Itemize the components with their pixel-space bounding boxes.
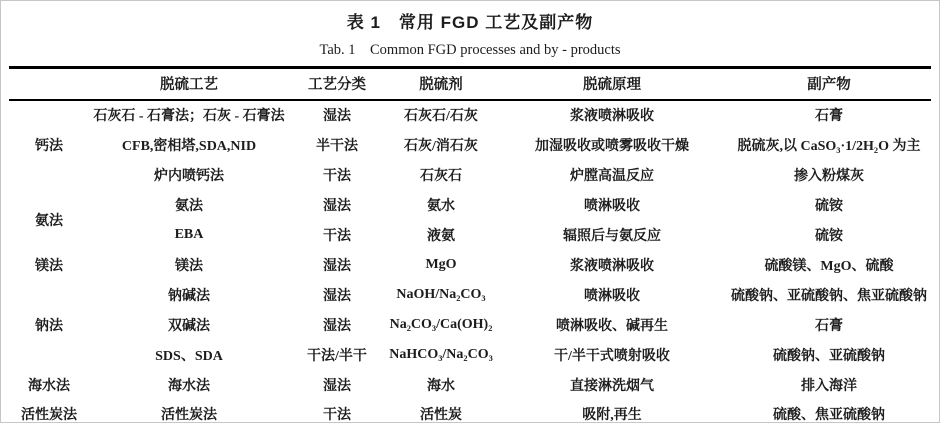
table-row — [9, 370, 931, 400]
table-row — [9, 130, 931, 160]
table-body — [9, 100, 931, 423]
table-row — [9, 280, 931, 310]
process-cell: SDS、SDA — [155, 348, 223, 364]
table-row — [9, 310, 931, 340]
principle-cell: 加湿吸收或喷雾吸收干燥 — [535, 138, 689, 154]
table-header — [9, 68, 931, 100]
category-cell: 海水法 — [28, 378, 70, 394]
agent-cell: 液氨 — [427, 228, 455, 244]
category-cell: 活性炭法 — [21, 407, 77, 423]
byproduct-cell: 硫铵 — [815, 198, 843, 214]
header-row — [9, 68, 931, 100]
category-cell: 氨法 — [35, 213, 63, 229]
process-cell: 双碱法 — [168, 318, 210, 334]
principle-cell: 浆液喷淋吸收 — [570, 258, 654, 274]
agent-cell: 活性炭 — [420, 407, 462, 423]
byproduct-cell: 掺入粉煤灰 — [794, 168, 864, 184]
agent-cell: 氨水 — [427, 198, 455, 214]
byproduct-cell: 脱硫灰,以 CaSO₃·1/2H₂O 为主 — [737, 138, 921, 154]
byproduct-cell: 硫酸钠、亚硫酸钠、焦亚硫酸钠 — [731, 288, 927, 304]
type-cell: 湿法 — [323, 318, 351, 334]
agent-cell: 石灰石/石灰 — [404, 109, 478, 124]
principle-cell: 喷淋吸收、碱再生 — [556, 318, 668, 334]
byproduct-cell: 排入海洋 — [801, 378, 857, 394]
category-cell: 镁法 — [35, 258, 63, 274]
type-cell: 湿法 — [323, 288, 351, 304]
table-row — [9, 340, 931, 370]
fgd-table — [9, 66, 931, 423]
process-cell: 活性炭法 — [161, 407, 217, 423]
agent-cell: MgO — [425, 256, 457, 272]
process-cell: 海水法 — [168, 378, 210, 394]
principle-cell: 吸附,再生 — [582, 407, 642, 423]
principle-cell: 浆液喷淋吸收 — [570, 109, 654, 124]
principle-cell: 炉膛高温反应 — [570, 168, 654, 184]
type-cell: 干法/半干 — [307, 348, 367, 364]
principle-cell: 干/半干式喷射吸收 — [554, 348, 670, 364]
column-header-agent: 脱硫剂 — [419, 77, 463, 94]
column-header-byproduct: 副产物 — [807, 77, 851, 94]
agent-cell: NaHCO₃/Na₂CO₃ — [389, 346, 493, 362]
table-row — [9, 100, 931, 130]
byproduct-cell: 石膏 — [815, 318, 843, 334]
type-cell: 半干法 — [316, 138, 358, 154]
process-cell: 氨法 — [175, 198, 203, 214]
process-cell: 石灰石 - 石膏法；石灰 - 石膏法 — [93, 109, 285, 124]
type-cell: 湿法 — [323, 258, 351, 274]
principle-cell: 辐照后与氨反应 — [563, 228, 661, 244]
table-row — [9, 160, 931, 190]
process-cell: EBA — [174, 226, 204, 242]
type-cell: 湿法 — [323, 109, 351, 124]
byproduct-cell: 硫铵 — [815, 228, 843, 244]
principle-cell: 喷淋吸收 — [584, 288, 640, 304]
table-row — [9, 220, 931, 250]
column-header-category — [9, 68, 89, 100]
process-cell: 炉内喷钙法 — [154, 168, 224, 184]
process-cell: 镁法 — [175, 258, 203, 274]
type-cell: 干法 — [323, 228, 351, 244]
byproduct-cell: 硫酸、焦亚硫酸钠 — [773, 407, 885, 423]
agent-cell: 石灰/消石灰 — [404, 138, 478, 154]
agent-cell: Na₂CO₃/Ca(OH)₂ — [389, 316, 493, 332]
agent-cell: 海水 — [427, 378, 455, 394]
type-cell: 干法 — [323, 168, 351, 184]
column-header-type: 工艺分类 — [308, 77, 366, 94]
column-header-principle: 脱硫原理 — [583, 77, 641, 94]
table-title-en: Tab. 1 Common FGD processes and by - products — [319, 42, 621, 58]
byproduct-cell: 硫酸镁、MgO、硫酸 — [764, 258, 894, 274]
agent-cell: 石灰石 — [420, 168, 462, 184]
category-cell: 钠法 — [35, 318, 63, 334]
type-cell: 湿法 — [323, 198, 351, 214]
type-cell: 湿法 — [323, 378, 351, 394]
byproduct-cell: 硫酸钠、亚硫酸钠 — [773, 348, 885, 364]
table-title-zh: 表 1 常用 FGD 工艺及副产物 — [346, 13, 594, 32]
process-cell: 钠碱法 — [168, 288, 210, 304]
principle-cell: 直接淋洗烟气 — [570, 378, 654, 394]
column-header-process: 脱硫工艺 — [160, 77, 218, 94]
table-row — [9, 400, 931, 423]
table-row — [9, 250, 931, 280]
byproduct-cell: 石膏 — [815, 109, 843, 124]
principle-cell: 喷淋吸收 — [584, 198, 640, 214]
agent-cell: NaOH/Na₂CO₃ — [396, 286, 486, 302]
category-cell: 钙法 — [35, 139, 63, 154]
table-row — [9, 190, 931, 220]
process-cell: CFB,密相塔,SDA,NID — [121, 138, 257, 154]
type-cell: 干法 — [323, 407, 351, 423]
